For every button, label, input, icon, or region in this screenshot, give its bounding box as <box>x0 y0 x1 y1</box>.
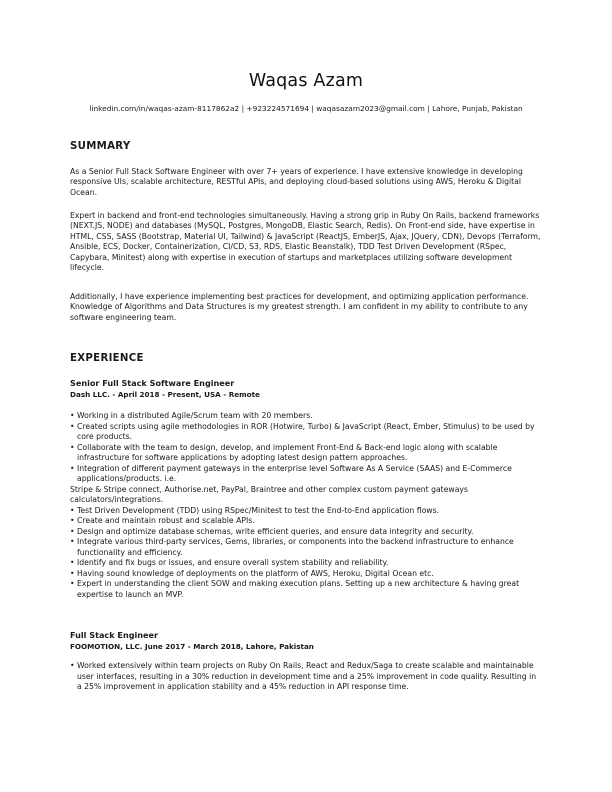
job-meta: FOOMOTION, LLC. June 2017 - March 2018, Lahore, Pakistan <box>70 642 314 651</box>
list-item: • Collaborate with the team to design, develop, and implement Front-End & Back-end logic along with scalable infrastructure for software applications by adopting latest design pattern approaches. <box>70 443 540 464</box>
job-bullet-list <box>70 661 540 693</box>
contact-line: linkedin.com/in/waqas-azam-8117862a2 | +923224571694 | waqasazam2023@gmail.com | Lahore, Punjab, Pakistan <box>89 104 523 113</box>
summary-heading: SUMMARY <box>70 141 131 152</box>
list-item: • Expert in understanding the client SOW and making execution plans. Setting up a new architecture & having great expertise to launch an MVP. <box>70 579 540 600</box>
summary-paragraph: Expert in backend and front-end technologies simultaneously. Having a strong grip in Ruby On Rails, backend frameworks (NEXT.JS, NODE) and databases (MySQL, Postgres, MongoDB, Elastic Search, Redis). On Front-end side, have expertise in HTML, CSS, SASS (Bootstrap, Material UI, Tailwind) & JavaScript (ReactJS, EmberJS, Ajax, JQuery, CDN), Devops (Terraform, Ansible, ECS, Docker, Containerization, CI/CD, S3, RDS, Elastic Beanstalk), TDD Test Driven Development (RSpec, Capybara, Minitest) along with expertise in execution of startups and marketplaces utilizing software development lifecycle. <box>70 211 541 273</box>
list-item: • Identify and fix bugs or issues, and ensure overall system stability and reliability. <box>70 558 540 569</box>
list-item: • Integrate various third-party services, Gems, libraries, or components into the backend infrastructure to enhance functionality and efficiency. <box>70 537 540 558</box>
list-item: • Test Driven Development (TDD) using RSpec/Minitest to test the End-to-End application flows. <box>70 506 540 517</box>
list-item: • Integration of different payment gateways in the enterprise level Software As A Service (SAAS) and E-Commerce applications/products. i.e. <box>70 464 540 485</box>
job-title: Full Stack Engineer <box>70 630 159 640</box>
list-item: • Created scripts using agile methodologies in ROR (Hotwire, Turbo) & JavaScript (React, Ember, Stimulus) to be used by core products. <box>70 422 540 443</box>
list-item: • Worked extensively within team projects on Ruby On Rails, React and Redux/Saga to create scalable and maintainable user interfaces, resulting in a 30% reduction in development time and a 25% improvement in code quality. Resulting in a 25% improvement in application stability and a 45% reduction in API response time. <box>70 661 540 693</box>
experience-heading: EXPERIENCE <box>70 353 144 364</box>
list-item: • Working in a distributed Agile/Scrum team with 20 members. <box>70 411 540 422</box>
list-item: • Design and optimize database schemas, write efficient queries, and ensure data integrity and security. <box>70 527 540 538</box>
job-meta: Dash LLC. - April 2018 - Present, USA - Remote <box>70 390 260 399</box>
list-item: • Having sound knowledge of deployments on the platform of AWS, Heroku, Digital Ocean etc. <box>70 569 540 580</box>
candidate-name: Waqas Azam <box>248 71 364 91</box>
job-bullet-list <box>70 411 540 600</box>
summary-paragraph: As a Senior Full Stack Software Engineer with over 7+ years of experience. I have extensive knowledge in developing responsive UIs, scalable architecture, RESTful APIs, and deploying cloud-based solutions using AWS, Heroku & Digital Ocean. <box>70 167 523 197</box>
summary-paragraph: Additionally, I have experience implementing best practices for development, and optimizing application performance. Knowledge of Algorithms and Data Structures is my greatest strength. I am confident in my ability to contribute to any software engineering team. <box>70 292 529 322</box>
list-item: Stripe & Stripe connect, Authorise.net, PayPal, Braintree and other complex custom payment gateways calculators/integrations. <box>70 484 468 504</box>
job-title: Senior Full Stack Software Engineer <box>70 378 235 388</box>
list-item: • Create and maintain robust and scalable APIs. <box>70 516 540 527</box>
